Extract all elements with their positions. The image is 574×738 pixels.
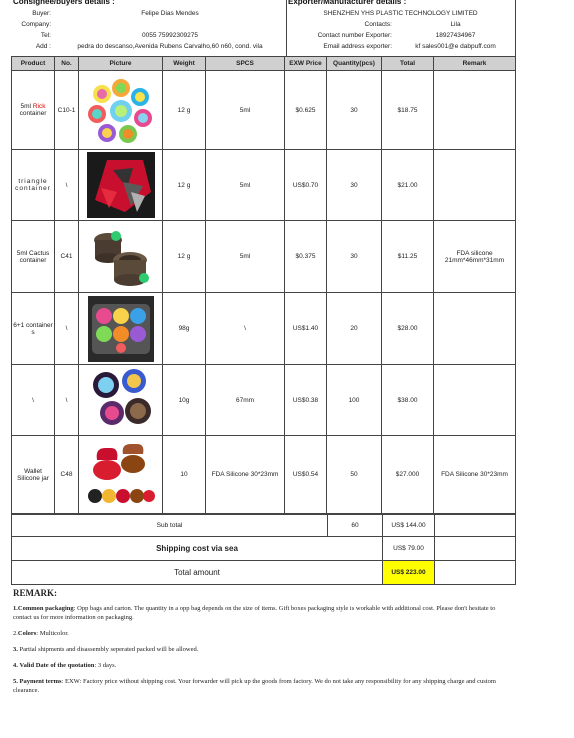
remark-item: 4. Valid Date of the quotation: 3 days. [13,662,117,669]
quantity-cell: 30 [327,221,382,293]
exporter-name: SHENZHEN YHS PLASTIC TECHNOLOGY LIMITED [323,10,478,17]
header-total: Total [382,57,434,71]
subtotal-value: US$ 144.00 [383,515,435,537]
spcs-cell: \ [206,293,285,365]
no-cell: C10-1 [55,71,79,150]
remark-cell: FDA Silicone 30*23mm [434,436,516,514]
contact-number-value: 18927434967 [435,32,476,39]
quantity-cell: 20 [327,293,382,365]
remark-cell: FDA silicone 21mm*46mm*31mm [434,221,516,293]
header-product: Product [12,57,55,71]
table-row [12,293,516,365]
picture-cell [79,221,163,293]
email-label: Email address exporter: [323,43,392,50]
weight-cell: 12 g [163,150,206,221]
price-cell: US$0.38 [285,365,327,436]
total-cell: $21.00 [382,150,434,221]
picture-cell [79,150,163,221]
subtotal-row [12,515,516,537]
product-cell: \ [12,365,55,436]
company-label: Company: [21,21,51,28]
remark-cell [434,293,516,365]
buyer-label: Buyer: [32,10,51,17]
price-cell: US$0.70 [285,150,327,221]
total-cell: $27.000 [382,436,434,514]
round-containers-product-image [86,367,156,433]
cactus-container-product-image [86,224,156,290]
table-row [12,436,516,514]
exporter-title: Exporter/Manufacturer details : [288,0,407,6]
spcs-cell: FDA Silicone 30*23mm [206,436,285,514]
no-cell: C41 [55,221,79,293]
spcs-cell: 5ml [206,221,285,293]
header-no: No. [55,57,79,71]
contact-number-label: Contact number Exporter: [317,32,392,39]
no-cell: \ [55,293,79,365]
triangle-container-product-image [87,152,155,218]
spcs-cell: 5ml [206,71,285,150]
quantity-cell: 30 [327,150,382,221]
tel-value: 0055 75992309275 [141,32,199,39]
remark-item: 2.Colors: Multicolor. [13,630,69,637]
quantity-cell: 50 [327,436,382,514]
table-row [12,150,516,221]
table-header-row [12,57,516,71]
remark-cell [434,365,516,436]
header-remark: Remark [434,57,516,71]
shipping-label: Shipping cost via sea [12,537,383,561]
remark-cell [434,150,516,221]
weight-cell: 12 g [163,71,206,150]
subtotal-quantity: 60 [328,515,383,537]
quantity-cell: 100 [327,365,382,436]
header-quantity: Quantity(pcs) [327,57,382,71]
weight-cell: 10g [163,365,206,436]
contacts-value: Lila [450,21,461,28]
price-cell: US$0.54 [285,436,327,514]
shipping-value: US$ 79.00 [383,537,435,561]
weight-cell: 98g [163,293,206,365]
weight-cell: 12 g [163,221,206,293]
price-cell: $0.375 [285,221,327,293]
email-value: kf sales001@e dabpuff.com [415,43,496,50]
spcs-cell: 5ml [206,150,285,221]
six-plus-one-container-product-image [88,296,154,362]
total-cell: $11.25 [382,221,434,293]
total-amount-label: Total amount [12,561,383,585]
consignee-title: Consignee/buyers details : [13,0,115,6]
total-amount-value: US$ 223.00 [383,561,435,585]
remark-item: 3. Partial shipments and disassembly seperated packed will be allowed. [13,646,199,653]
price-cell: US$1.40 [285,293,327,365]
tel-label: Tel: [40,32,51,39]
rick-container-product-image [86,75,156,145]
picture-cell [79,365,163,436]
header-exw-price: EXW Price [285,57,327,71]
total-cell: $38.00 [382,365,434,436]
table-row [12,365,516,436]
remark-heading: REMARK: [13,588,57,598]
quantity-cell: 30 [327,71,382,150]
consignee-details [11,0,287,56]
spcs-cell: 67mm [206,365,285,436]
table-row [12,221,516,293]
remarks-section [13,588,513,702]
totals-table [11,514,516,585]
product-cell: 5ml Rick container [12,71,55,150]
total-cell: $18.75 [382,71,434,150]
total-cell: $28.00 [382,293,434,365]
buyer-value: Felipe Dias Mendes [141,10,199,17]
total-amount-row [12,561,516,585]
no-cell: \ [55,365,79,436]
no-cell: C48 [55,436,79,514]
items-table [11,56,516,514]
picture-cell [79,293,163,365]
header-picture: Picture [79,57,163,71]
product-cell: 5ml Cactus container [12,221,55,293]
contacts-label: Contacts: [364,21,392,28]
remark-item: 5. Payment terms: EXW: Factory price without shipping cost. Your forwarder will pick up the goods from factory. We do not take any responsibility for any shipping charge and custom clearance. [13,678,496,694]
picture-cell [79,71,163,150]
no-cell: \ [55,150,79,221]
product-cell: 6+1 container s [12,293,55,365]
picture-cell [79,436,163,514]
exporter-details [286,0,516,56]
table-row [12,71,516,150]
remark-cell [434,71,516,150]
product-cell: Wallet Silicone jar [12,436,55,514]
details-header [11,0,515,56]
product-cell: triangle container [12,150,55,221]
subtotal-label: Sub total [12,515,328,537]
wallet-jar-product-image [85,440,157,510]
header-weight: Weight [163,57,206,71]
address-value: pedra do descanso,Avenida Rubens Carvalho,60 n60, cond. vila [77,43,263,50]
weight-cell: 10 [163,436,206,514]
header-spcs: SPCS [206,57,285,71]
shipping-row [12,537,516,561]
address-label: Add : [35,43,51,50]
price-cell: $0.625 [285,71,327,150]
remark-item: 1.Common packaging: Opp bags and carton. The quantity in a opp bag depends on the size of items. Gift boxes packaging style is workable with additional cost. Please don't hesitate to contact us for more information on packaging. [13,605,496,621]
